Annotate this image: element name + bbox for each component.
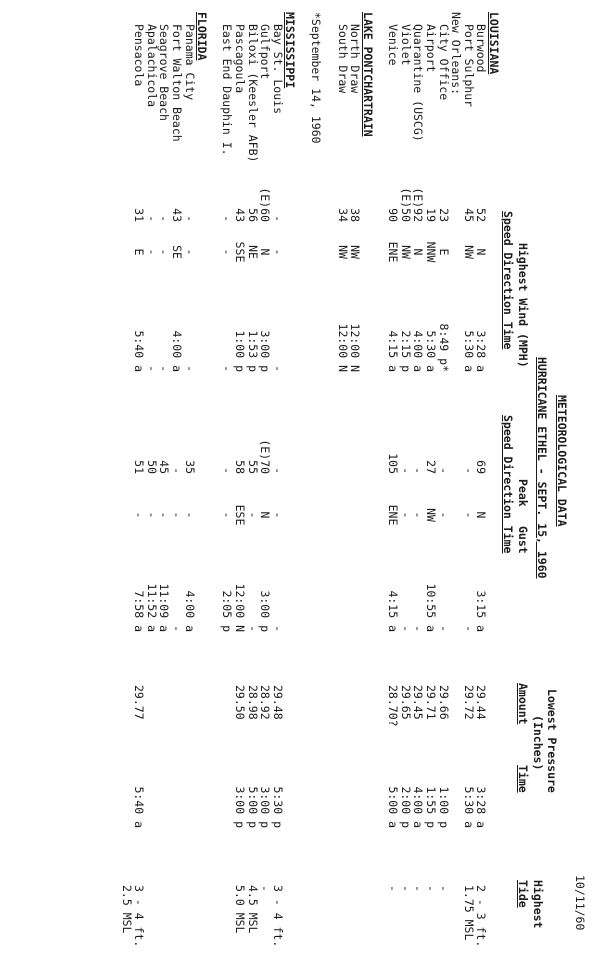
cell-wt: -	[270, 365, 285, 372]
cell-tide: -	[398, 885, 413, 892]
cell-pa: 29.66	[436, 685, 451, 720]
cell-gd: -	[461, 511, 476, 519]
station-name: Apalachicola	[144, 24, 159, 108]
cell-gt: -	[436, 625, 451, 632]
cell-wt: 5:30 a	[461, 330, 476, 372]
cell-gt: -	[170, 625, 184, 632]
station-name: Burwood	[474, 24, 489, 73]
cell-gd: -	[398, 511, 413, 519]
cell-wd: NW	[348, 245, 363, 259]
cell-pt: 5:00 a	[386, 786, 401, 828]
pressure-header-2: (Inches)	[531, 715, 545, 771]
cell-tide: 2.5 MSL	[119, 885, 134, 934]
tide-header-1: Highest	[531, 880, 545, 929]
pressure-time-header: Time	[516, 765, 530, 793]
cell-pa: 29.72	[461, 685, 476, 720]
cell-wt: -	[220, 365, 235, 372]
cell-ws: 34	[335, 208, 350, 222]
cell-gs: -	[270, 467, 285, 474]
cell-pt: 3:28 a	[474, 786, 489, 828]
cell-gt: 4:00 a	[182, 590, 197, 632]
cell-ws: 38	[348, 208, 363, 222]
pressure-amount-header: Amount	[516, 683, 530, 725]
cell-gd: -	[411, 511, 426, 519]
cell-ws: 43	[170, 208, 184, 222]
cell-pa: 29.77	[132, 685, 147, 720]
cell-wt: 8:49 p*	[436, 323, 451, 372]
cell-pt: 5:30 p	[270, 786, 285, 828]
cell-tide: 2 - 3 ft.	[474, 885, 489, 948]
cell-wt: 5:40 a	[132, 330, 147, 372]
station-name: Airport	[424, 24, 438, 73]
cell-tide: 5.0 MSL	[233, 885, 247, 934]
cell-gs: -	[220, 467, 235, 474]
station-name: Pensacola	[132, 24, 147, 87]
cell-gs: 45	[157, 460, 172, 474]
cell-wt: 3:00 p	[258, 330, 273, 372]
cell-wd: E	[132, 248, 147, 256]
cell-wd: NNW	[424, 241, 438, 263]
gust-group-header-2: Gust	[516, 526, 530, 554]
station-name: Violet	[398, 24, 413, 66]
footnote: *September 14, 1960	[308, 12, 323, 144]
document-title: METEOROLOGICAL DATA	[555, 395, 569, 527]
cell-ws: (E)92	[411, 187, 426, 222]
cell-wt: 12:00 N	[348, 323, 363, 372]
cell-tide: 4.5 MSL	[245, 885, 260, 934]
cell-wt: 4:00 a	[411, 330, 426, 372]
cell-gt: -	[245, 625, 260, 632]
cell-ws: (E)50	[398, 187, 413, 222]
cell-gs: 35	[182, 460, 197, 474]
cell-wd: N	[258, 248, 273, 256]
cell-tide: 3 - 4 ft.	[270, 885, 285, 948]
section-heading: LAKE PONTCHARTRAIN	[361, 12, 375, 137]
cell-pa: 28.98	[245, 685, 260, 720]
cell-gt: -	[398, 625, 413, 632]
cell-gs: -	[436, 467, 451, 474]
cell-gs: (E)70	[258, 439, 273, 474]
cell-gt: -	[461, 625, 476, 632]
cell-ws: (E)60	[258, 187, 273, 222]
cell-wd: NW	[461, 245, 476, 259]
cell-gd: -	[182, 511, 197, 519]
station-name: South Draw	[335, 24, 350, 94]
station-name: Biloxi (Keesler AFB)	[245, 24, 260, 163]
cell-pt: 3:00 p	[258, 786, 273, 828]
station-name: North Draw	[348, 24, 363, 94]
cell-ws: -	[157, 215, 172, 222]
tide-header-2: Tide	[516, 880, 530, 908]
cell-pa: 28.70?	[386, 685, 401, 727]
cell-gt: 12:00 N	[233, 583, 247, 632]
cell-wd: SSE	[233, 241, 247, 263]
cell-ws: 52	[474, 208, 489, 222]
cell-tide: 1.75 MSL	[461, 885, 476, 941]
cell-wd: E	[436, 248, 451, 256]
cell-pa: 29.71	[424, 685, 438, 720]
cell-wt: 1:53 p	[245, 330, 260, 372]
cell-pt: 2:00 p	[398, 786, 413, 828]
cell-ws: 19	[424, 208, 438, 222]
cell-ws: 31	[132, 208, 147, 222]
cell-gd: -	[220, 511, 235, 519]
cell-gd: ESE	[233, 504, 247, 526]
cell-wd: -	[270, 248, 285, 256]
cell-ws: 23	[436, 208, 451, 222]
section-heading: FLORIDA	[195, 12, 210, 61]
wind-group-header: Highest Wind (MPH)	[516, 243, 530, 368]
cell-gs: 27	[424, 460, 438, 474]
cell-wd: ENE	[386, 241, 401, 263]
pressure-header-1: Lowest Pressure	[545, 689, 559, 793]
cell-wd: -	[144, 248, 159, 256]
cell-tide: -	[424, 885, 438, 892]
cell-gt: 3:15 a	[474, 590, 489, 632]
section-heading: LOUISIANA	[487, 12, 501, 75]
cell-gt: 7:58 a	[132, 590, 147, 632]
cell-wt: 3:28 a	[474, 330, 489, 372]
cell-pt: 1:00 p	[436, 786, 451, 828]
station-name: East End Dauphin I.	[220, 24, 235, 156]
cell-wd: -	[157, 248, 172, 256]
cell-pt: 3:00 p	[233, 786, 247, 828]
cell-wt: 1:00 p	[233, 330, 247, 372]
cell-gt: 11:52 a	[144, 583, 159, 632]
cell-wt: 5:30 a	[424, 330, 438, 372]
cell-wt: -	[157, 365, 172, 372]
station-name: Venice	[386, 24, 401, 66]
cell-ws: 90	[386, 208, 401, 222]
cell-gs: 51	[132, 460, 147, 474]
section-heading: MISSISSIPPI	[283, 12, 298, 89]
cell-pt: 4:00 a	[411, 786, 426, 828]
cell-gs: 55	[245, 460, 260, 474]
cell-ws: -	[144, 215, 159, 222]
cell-gt: -	[411, 625, 426, 632]
station-name: Panama City	[182, 24, 197, 101]
cell-gt: 3:00 p	[258, 590, 273, 632]
cell-pa: 28.92	[258, 685, 273, 720]
cell-gd: -	[170, 511, 184, 519]
cell-gd: -	[144, 511, 159, 519]
station-name: Seagrove Beach	[157, 24, 172, 121]
cell-gs: 69	[474, 460, 489, 474]
cell-wt: 2:15 p	[398, 330, 413, 372]
gust-group-header-1: Peak	[516, 479, 530, 507]
cell-gd: N	[258, 511, 273, 519]
cell-gd: N	[474, 511, 489, 519]
cell-gs: -	[170, 467, 184, 474]
cell-pa: 29.48	[270, 685, 285, 720]
cell-gt: 4:15 a	[386, 590, 401, 632]
cell-gs: -	[461, 467, 476, 474]
cell-pt: 1:55 p	[424, 786, 438, 828]
cell-tide: -	[386, 885, 401, 892]
cell-ws: 56	[245, 208, 260, 222]
cell-tide: 3 - 4 ft.	[132, 885, 147, 948]
gust-columns-header: Speed Direction Time	[501, 415, 515, 554]
cell-tide: -	[258, 885, 273, 892]
cell-gt: 2:05 p	[220, 590, 235, 632]
cell-wt: 4:15 a	[386, 330, 401, 372]
cell-gt: 10:55 a	[424, 583, 438, 632]
document-subtitle: HURRICANE ETHEL - SEPT. 15, 1960	[535, 357, 549, 579]
cell-wd: SE	[170, 245, 184, 259]
station-name: Fort Walton Beach	[170, 24, 184, 142]
cell-wd: N	[474, 248, 489, 256]
cell-wd: NW	[335, 245, 350, 259]
cell-tide: -	[411, 885, 426, 892]
station-name: Quarantine (USCG)	[411, 24, 426, 142]
station-name: Gulfport	[258, 24, 273, 80]
cell-wd: NE	[245, 245, 260, 259]
cell-pa: 29.44	[474, 685, 489, 720]
cell-pa: 29.50	[233, 685, 247, 720]
cell-wd: NW	[398, 245, 413, 259]
cell-gs: 105	[386, 453, 401, 474]
cell-gt: 11:09 a	[157, 583, 172, 632]
cell-gs: 50	[144, 460, 159, 474]
station-name: City Office	[436, 24, 451, 101]
cell-wd: -	[220, 248, 235, 256]
cell-pt: 5:40 a	[132, 786, 147, 828]
cell-gt: -	[270, 625, 285, 632]
station-name: Bay St. Louis	[270, 24, 285, 115]
cell-pa: 29.45	[411, 685, 426, 720]
station-name: Pascagoula	[233, 24, 247, 94]
cell-gd: -	[245, 511, 260, 519]
cell-gs: -	[411, 467, 426, 474]
cell-wt: -	[182, 365, 197, 372]
cell-wt: -	[144, 365, 159, 372]
cell-gd: ENE	[386, 504, 401, 526]
cell-ws: -	[220, 215, 235, 222]
document-date: 10/11/60	[573, 875, 587, 931]
cell-gd: -	[270, 511, 285, 519]
cell-wd: N	[411, 248, 426, 256]
cell-gs: -	[398, 467, 413, 474]
cell-pt: 5:30 a	[461, 786, 476, 828]
cell-gd: -	[132, 511, 147, 519]
wind-columns-header: Speed Direction Time	[501, 211, 515, 350]
cell-ws: -	[182, 215, 197, 222]
cell-wt: 12:00 N	[335, 323, 350, 372]
cell-ws: -	[270, 215, 285, 222]
station-name: New Orleans:	[449, 12, 464, 96]
cell-wt: 4:00 a	[170, 330, 184, 372]
cell-pa: 29.65	[398, 685, 413, 720]
cell-ws: 43	[233, 208, 247, 222]
cell-gd: -	[157, 511, 172, 519]
cell-gd: -	[436, 511, 451, 519]
cell-ws: 45	[461, 208, 476, 222]
station-name: Port Sulphur	[461, 24, 476, 108]
cell-gs: 58	[233, 460, 247, 474]
cell-wd: -	[182, 248, 197, 256]
cell-tide: -	[436, 885, 451, 892]
cell-gd: NW	[424, 508, 438, 522]
cell-pt: 5:00 p	[245, 786, 260, 828]
